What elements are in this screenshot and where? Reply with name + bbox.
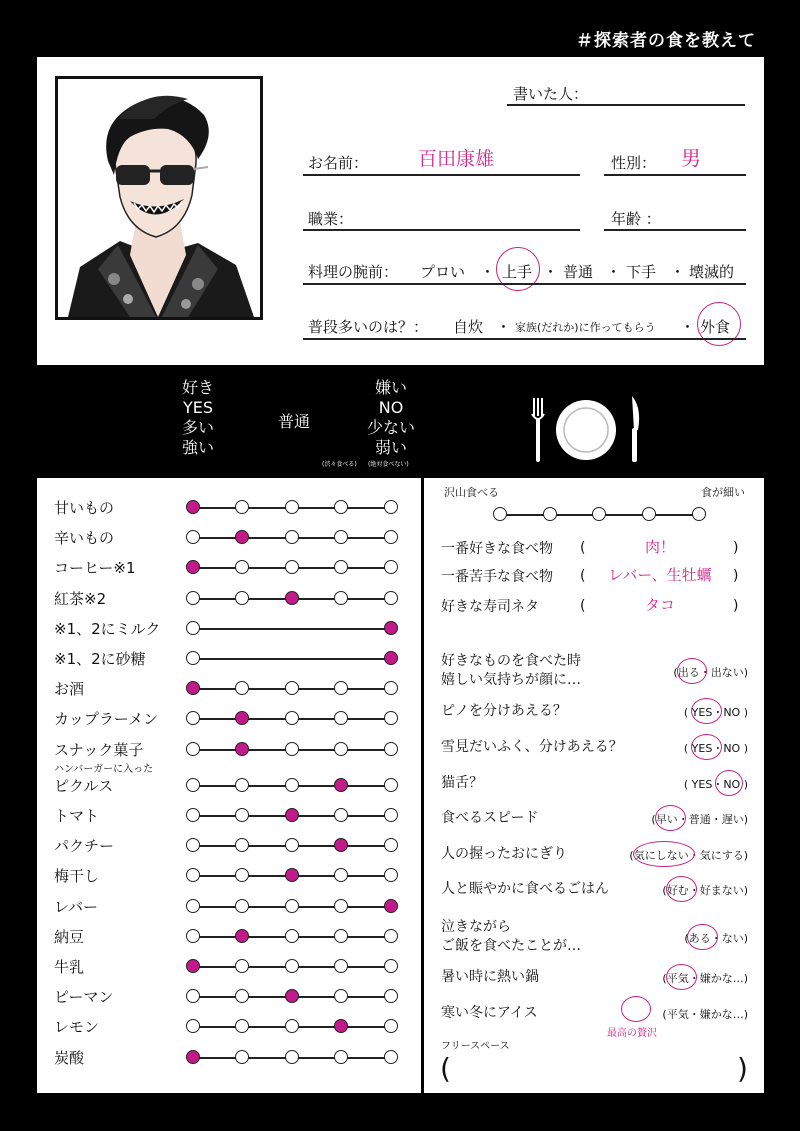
age-line[interactable]	[604, 229, 746, 231]
gender-value: 男	[681, 146, 701, 170]
scale-dot[interactable]	[235, 868, 249, 882]
question-text: ご飯を食べたことが…	[441, 938, 581, 954]
scale-dot[interactable]	[235, 560, 249, 574]
question-text: 人の握ったおにぎり	[441, 846, 567, 862]
scale-dot[interactable]	[384, 808, 398, 822]
appetite-left-label: 沢山食べる	[444, 486, 499, 499]
cooking-line	[303, 283, 746, 285]
scale-dot[interactable]	[186, 530, 200, 544]
scale-dot[interactable]	[235, 778, 249, 792]
scale-label: 納豆	[54, 928, 85, 946]
scale-track	[193, 658, 391, 660]
question-note: 最高の贅沢	[607, 1028, 657, 1039]
scale-dot[interactable]	[334, 989, 348, 1003]
gender-line[interactable]	[604, 174, 746, 176]
scale-dot[interactable]	[235, 989, 249, 1003]
scale-dot[interactable]	[235, 742, 249, 756]
scale-dot[interactable]	[334, 899, 348, 913]
scale-dot[interactable]	[186, 591, 200, 605]
question-options[interactable]: ( YES・NO )	[683, 742, 748, 755]
favorite-answer[interactable]: 肉！	[644, 538, 675, 556]
usual-option-family[interactable]: 家族(だれか)に作ってもらう	[515, 321, 656, 334]
scale-dot[interactable]	[285, 1050, 299, 1064]
scale-dot[interactable]	[235, 500, 249, 514]
scale-dot[interactable]	[285, 929, 299, 943]
name-label: お名前：	[308, 154, 369, 172]
favorite-label: 一番好きな食べ物	[441, 541, 553, 557]
scale-dot[interactable]	[384, 591, 398, 605]
question-text: ピノを分けあえる？	[441, 703, 567, 719]
scale-dot[interactable]	[285, 1019, 299, 1033]
scale-label: スナック菓子	[54, 741, 144, 759]
legend-right-line: 少ない	[366, 418, 415, 437]
scale-dot[interactable]	[384, 838, 398, 852]
scale-dot[interactable]	[285, 838, 299, 852]
paren-open: (	[580, 568, 586, 584]
scale-label: 牛乳	[54, 958, 85, 976]
answer-circle	[666, 876, 697, 902]
legend-middle: 普通	[277, 412, 310, 431]
scale-track	[193, 628, 391, 630]
answer-circle	[633, 841, 694, 867]
scale-dot[interactable]	[334, 560, 348, 574]
scale-dot[interactable]	[186, 621, 200, 635]
paren-close: )	[733, 568, 739, 584]
question-text: 人と賑やかに食べるごはん	[441, 881, 609, 897]
legend-left-line: 多い	[181, 418, 214, 437]
scale-dot[interactable]	[186, 959, 200, 973]
question-text: 泣きながら	[441, 919, 511, 935]
scale-dot[interactable]	[186, 560, 200, 574]
scale-dot[interactable]	[384, 742, 398, 756]
answer-circle	[666, 964, 697, 990]
favorite-answer[interactable]: レバー、生牡蠣	[608, 566, 712, 584]
scale-label: 梅干し	[54, 867, 100, 885]
separator: ・	[606, 263, 622, 281]
usual-line	[303, 338, 746, 340]
free-space-area[interactable]	[460, 1056, 730, 1088]
scale-dot[interactable]	[235, 711, 249, 725]
writer-label: 書いた人：	[513, 85, 589, 103]
scale-dot[interactable]	[235, 681, 249, 695]
legend-right-line: 嫌い	[374, 378, 407, 397]
writer-line[interactable]	[507, 104, 745, 106]
scale-dot[interactable]	[285, 868, 299, 882]
cooking-label: 料理の腕前：	[308, 263, 399, 281]
scale-label: コーヒー※1	[54, 559, 136, 577]
cooking-option-normal[interactable]: 普通	[563, 263, 594, 281]
scale-dot[interactable]	[384, 959, 398, 973]
scale-dot[interactable]	[334, 742, 348, 756]
free-space-open-paren: (	[440, 1052, 451, 1085]
scale-label: レモン	[54, 1018, 100, 1036]
job-line[interactable]	[303, 229, 580, 231]
scale-dot[interactable]	[334, 591, 348, 605]
question-options[interactable]: (出る・出ない)	[673, 666, 748, 679]
question-options[interactable]: ( YES・NO )	[683, 778, 748, 791]
question-options[interactable]: (気にしない・気にする)	[629, 849, 748, 862]
question-text: 嬉しい気持ちが顔に…	[441, 672, 581, 688]
scale-dot[interactable]	[285, 989, 299, 1003]
question-text: 猫舌？	[441, 775, 483, 791]
scale-dot[interactable]	[384, 560, 398, 574]
scale-dot[interactable]	[235, 899, 249, 913]
question-options[interactable]: (平気・嫌かな…)	[662, 1008, 748, 1021]
scale-dot[interactable]	[285, 711, 299, 725]
scale-dot[interactable]	[285, 591, 299, 605]
legend-note-right: (絶対食べない)	[368, 461, 409, 468]
scale-dot[interactable]	[334, 500, 348, 514]
scale-dot[interactable]	[285, 778, 299, 792]
scale-dot[interactable]	[384, 1050, 398, 1064]
scale-dot[interactable]	[384, 1019, 398, 1033]
scale-dot[interactable]	[334, 681, 348, 695]
scale-dot[interactable]	[334, 530, 348, 544]
scale-dot[interactable]	[235, 1019, 249, 1033]
scale-dot[interactable]	[384, 868, 398, 882]
scale-dot[interactable]	[186, 778, 200, 792]
question-text: 好きなものを食べた時	[441, 653, 581, 669]
scale-dot[interactable]	[186, 868, 200, 882]
question-text: 食べるスピード	[441, 810, 539, 826]
legend-left-line: 好き	[181, 378, 214, 397]
scale-dot[interactable]	[285, 808, 299, 822]
cooking-option-bad[interactable]: 下手	[626, 263, 657, 281]
scale-dot[interactable]	[285, 500, 299, 514]
scale-dot[interactable]	[186, 500, 200, 514]
scale-dot[interactable]	[235, 929, 249, 943]
legend-right-line: NO	[378, 398, 404, 417]
legend-left-line: 強い	[181, 438, 214, 457]
appetite-dot[interactable]	[543, 507, 557, 521]
scale-dot[interactable]	[186, 989, 200, 1003]
scale-dot[interactable]	[285, 899, 299, 913]
scale-dot[interactable]	[186, 899, 200, 913]
scale-label: ※1、2にミルク	[54, 620, 161, 638]
usual-option-eatout[interactable]: 外食	[700, 318, 731, 336]
scale-dot[interactable]	[186, 1050, 200, 1064]
separator: ・	[680, 318, 696, 336]
free-space-close-paren: )	[737, 1052, 748, 1085]
scale-label: パクチー	[54, 837, 115, 855]
legend-right	[360, 378, 422, 458]
scale-label: 炭酸	[54, 1049, 85, 1067]
scale-label: トマト	[54, 807, 100, 825]
appetite-dot[interactable]	[493, 507, 507, 521]
free-space-label: フリースペース	[441, 1041, 510, 1052]
paren-open: (	[580, 540, 586, 556]
answer-circle	[687, 924, 717, 950]
question-options[interactable]: (平気・嫌かな…)	[662, 972, 748, 985]
question-options[interactable]: (好む・好まない)	[662, 884, 748, 897]
scale-dot[interactable]	[334, 711, 348, 725]
separator: ・	[480, 263, 496, 281]
legend-note-left: (渋々食べる)	[322, 461, 357, 468]
question-options[interactable]: (早い・普通・遅い)	[651, 813, 748, 826]
scale-dot[interactable]	[334, 868, 348, 882]
scale-label: レバー	[54, 898, 98, 916]
question-text: 寒い冬にアイス	[441, 1005, 538, 1021]
scale-dot[interactable]	[334, 808, 348, 822]
scale-dot[interactable]	[186, 681, 200, 695]
favorite-label: 好きな寿司ネタ	[441, 599, 539, 615]
scale-dot[interactable]	[384, 621, 398, 635]
scale-dot[interactable]	[334, 959, 348, 973]
answer-circle	[691, 734, 722, 760]
scale-dot[interactable]	[285, 959, 299, 973]
age-label: 年齢 ：	[611, 210, 661, 228]
scale-label: ピクルス	[54, 777, 114, 795]
scale-dot[interactable]	[334, 1019, 348, 1033]
scale-dot[interactable]	[235, 530, 249, 544]
scale-dot[interactable]	[384, 989, 398, 1003]
character-portrait	[55, 76, 263, 320]
paren-close: )	[733, 540, 739, 556]
scale-dot[interactable]	[186, 1019, 200, 1033]
scale-dot[interactable]	[235, 591, 249, 605]
scale-dot[interactable]	[186, 838, 200, 852]
scale-dot[interactable]	[384, 929, 398, 943]
scale-label: お酒	[54, 680, 85, 698]
usual-option-selfcook[interactable]: 自炊	[453, 318, 484, 336]
appetite-dot[interactable]	[642, 507, 656, 521]
separator: ・	[543, 263, 559, 281]
name-line[interactable]	[303, 174, 580, 176]
question-text: 雪見だいふく、分けあえる？	[441, 739, 623, 755]
scale-dot[interactable]	[334, 1050, 348, 1064]
scale-dot[interactable]	[384, 711, 398, 725]
legend-left	[168, 378, 228, 458]
legend-right-line: 弱い	[374, 438, 407, 457]
appetite-dot[interactable]	[692, 507, 706, 521]
scale-dot[interactable]	[285, 530, 299, 544]
scale-dot[interactable]	[384, 651, 398, 665]
scale-dot[interactable]	[235, 808, 249, 822]
scale-dot[interactable]	[384, 530, 398, 544]
paren-close: )	[733, 598, 739, 614]
scale-dot[interactable]	[334, 929, 348, 943]
scale-sublabel: ハンバーガーに入った	[54, 764, 154, 775]
answer-circle	[621, 996, 651, 1022]
scale-dot[interactable]	[384, 500, 398, 514]
scale-dot[interactable]	[235, 1050, 249, 1064]
favorite-answer[interactable]: タコ	[644, 596, 675, 614]
scale-dot[interactable]	[384, 681, 398, 695]
scale-dot[interactable]	[186, 742, 200, 756]
scale-dot[interactable]	[186, 808, 200, 822]
paren-open: (	[580, 598, 586, 614]
scale-label: ※1、2に砂糖	[54, 650, 146, 668]
scale-dot[interactable]	[186, 929, 200, 943]
scale-label: カップラーメン	[54, 710, 159, 728]
appetite-dot[interactable]	[592, 507, 606, 521]
separator: ・	[670, 263, 686, 281]
question-text: 暑い時に熱い鍋	[441, 969, 539, 985]
gender-label: 性別：	[611, 154, 657, 172]
cooking-option-pro[interactable]: プロい	[420, 263, 466, 281]
scale-dot[interactable]	[186, 711, 200, 725]
scale-dot[interactable]	[235, 959, 249, 973]
scale-label: ピーマン	[54, 988, 114, 1006]
question-options[interactable]: ( YES・NO )	[683, 706, 748, 719]
scale-dot[interactable]	[285, 681, 299, 695]
usual-label: 普段多いのは？：	[308, 318, 429, 336]
scale-label: 甘いもの	[54, 499, 115, 517]
cutlery-icon	[524, 394, 654, 466]
hashtag-title: ＃探索者の食を教えて	[576, 31, 756, 51]
job-label: 職業：	[308, 210, 354, 228]
favorite-label: 一番苦手な食べ物	[441, 569, 553, 585]
answer-circle	[677, 658, 708, 684]
scale-dot[interactable]	[235, 838, 249, 852]
scale-dot[interactable]	[334, 778, 348, 792]
scale-dot[interactable]	[334, 838, 348, 852]
scale-label: 辛いもの	[54, 529, 115, 547]
scale-dot[interactable]	[285, 560, 299, 574]
scale-dot[interactable]	[384, 899, 398, 913]
scale-dot[interactable]	[384, 778, 398, 792]
name-value: 百田康雄	[418, 148, 495, 170]
scale-label: 紅茶※2	[54, 590, 107, 608]
question-options[interactable]: (ある・ない)	[684, 932, 748, 945]
appetite-right-label: 食が細い	[701, 486, 745, 499]
answer-circle	[715, 770, 743, 796]
separator: ・	[496, 318, 512, 336]
cooking-option-disaster[interactable]: 壊滅的	[689, 263, 735, 281]
cooking-option-good[interactable]: 上手	[502, 263, 533, 281]
legend-left-line: YES	[182, 398, 214, 417]
scale-dot[interactable]	[186, 651, 200, 665]
portrait-illustration	[58, 79, 260, 317]
scale-dot[interactable]	[285, 742, 299, 756]
answer-circle	[691, 698, 722, 724]
